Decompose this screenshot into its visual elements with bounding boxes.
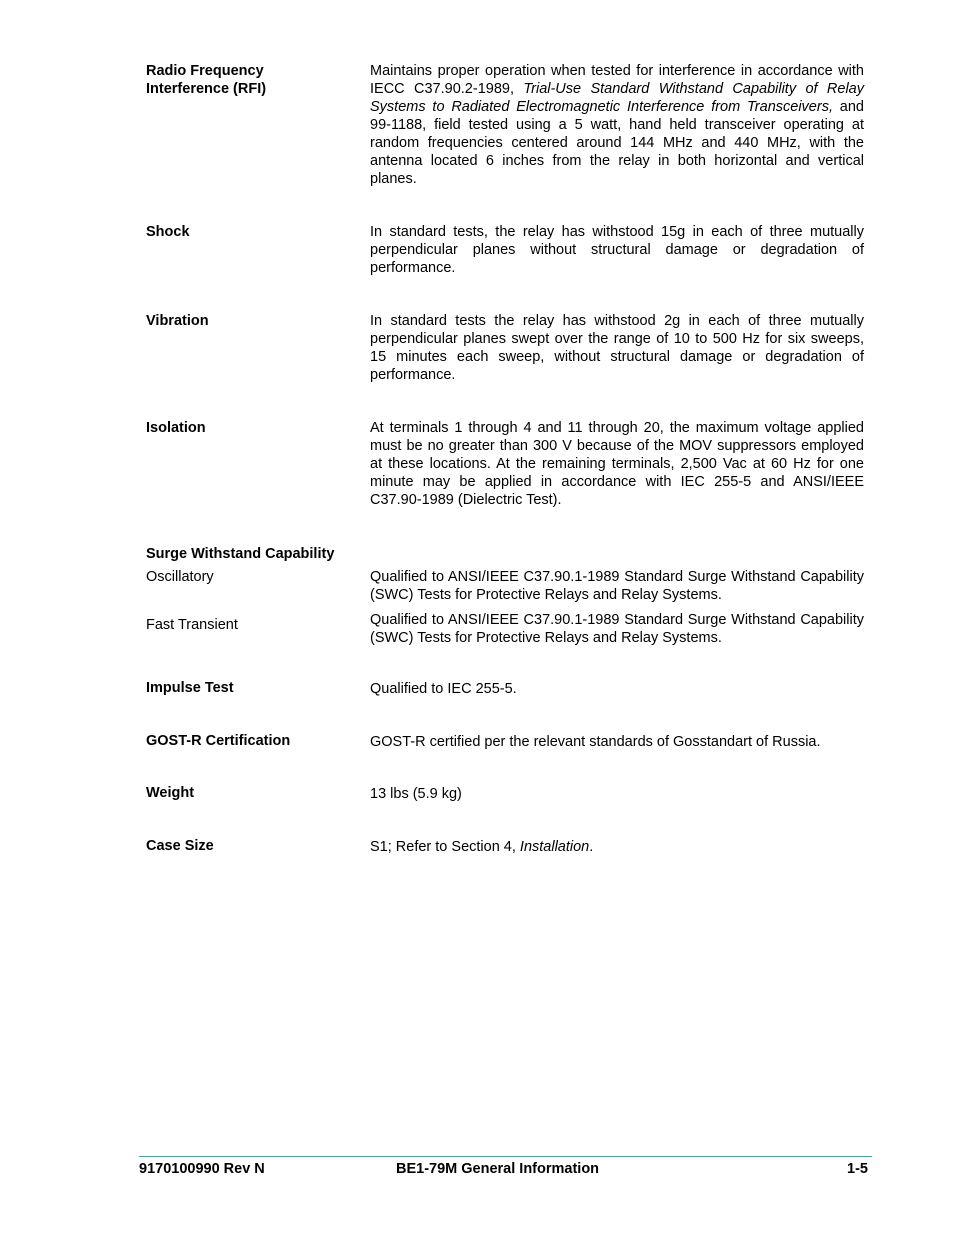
spec-label-rfi (146, 62, 361, 98)
spec-label-fast-transient: Fast Transient (146, 617, 238, 633)
spec-text-weight: 13 lbs (5.9 kg) (370, 786, 462, 802)
spec-text-vibration: In standard tests the relay has withstood 2g in each of three mutually perpendicular planes swept over the range of 10 to 500 Hz for six sweeps, 15 minutes each sweep, without structural damage or degradation of performance. (370, 313, 864, 383)
spec-text-impulse: Qualified to IEC 255-5. (370, 681, 517, 697)
spec-label-vibration: Vibration (146, 313, 209, 329)
spec-text-gost: GOST-R certified per the relevant standards of Gosstandart of Russia. (370, 734, 821, 750)
spec-label-rfi-line1: Radio Frequency (146, 63, 264, 79)
spec-label-gost: GOST-R Certification (146, 733, 291, 749)
spec-text-oscillatory: Qualified to ANSI/IEEE C37.90.1-1989 Standard Surge Withstand Capability (SWC) Tests for Protective Relays and Relay Systems. (370, 569, 864, 603)
spec-text-shock: In standard tests, the relay has withstood 15g in each of three mutually perpendicular planes without structural damage or degradation of performance. (370, 224, 864, 276)
footer-document-title: BE1-79M General Information (396, 1161, 600, 1177)
spec-label-shock: Shock (146, 224, 190, 240)
spec-text-fast-transient: Qualified to ANSI/IEEE C37.90.1-1989 Standard Surge Withstand Capability (SWC) Tests for Protective Relays and Relay Systems. (370, 612, 864, 646)
spec-label-weight: Weight (146, 785, 195, 801)
case-size-installation-ref: Installation (519, 839, 590, 855)
rfi-text-part3: and 99-1188, field tested using a 5 watt, hand held transceiver operating at random frequencies centered around 144 MHz and 440 MHz, with the antenna located 6 inches from the relay in both horizontal and vertical planes. (370, 99, 864, 187)
spec-text-case-size (370, 838, 864, 856)
spec-label-isolation: Isolation (146, 420, 206, 436)
spec-label-surge: Surge Withstand Capability (146, 546, 335, 562)
case-size-text-part3: . (589, 839, 594, 855)
rfi-text-part1: Maintains proper operation when tested for interference in accordance with IECC C37.90.2-1989, (370, 63, 864, 97)
footer-page-number: 1-5 (847, 1161, 868, 1177)
footer-rule (139, 1156, 872, 1157)
footer-document-number: 9170100990 Rev N (139, 1161, 265, 1177)
spec-text-isolation: At terminals 1 through 4 and 11 through 20, the maximum voltage applied must be no greater than 300 V because of the MOV suppressors employed at these locations. At the remaining terminals, 2,500 Vac at 60 Hz for one minute may be applied in accordance with IEC 255-5 and ANSI/IEEE C37.90-1989 (Dielectric Test). (370, 420, 864, 508)
case-size-text-part1: S1; Refer to Section 4, (370, 839, 520, 855)
spec-label-case-size: Case Size (146, 838, 214, 854)
spec-label-rfi-line2: Interference (RFI) (146, 81, 267, 97)
spec-text-rfi (370, 62, 864, 188)
spec-label-oscillatory: Oscillatory (146, 569, 214, 585)
rfi-standard-title: Trial-Use Standard Withstand Capability of Relay Systems to Radiated Electromagnetic Interference from Transceivers, (370, 81, 864, 115)
spec-label-impulse: Impulse Test (146, 680, 234, 696)
